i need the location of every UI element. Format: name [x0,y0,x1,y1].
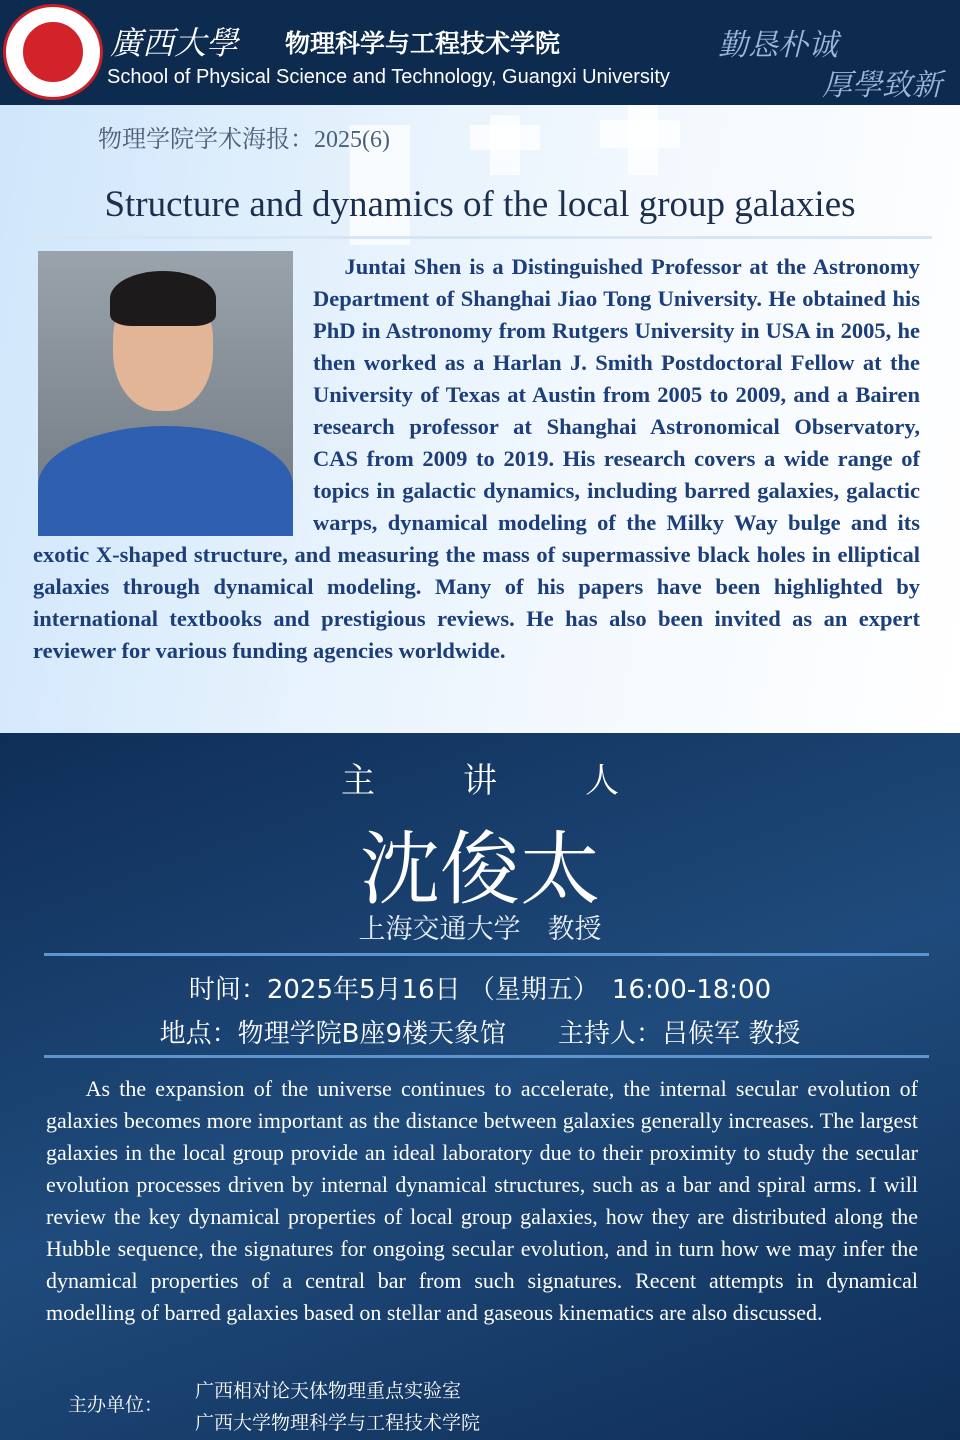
header-banner [0,0,960,105]
speaker-bio [33,251,920,667]
organizer-item: 广西大学物理科学与工程技术学院 [195,1412,481,1434]
divider [44,953,929,956]
university-name-cn: 廣西大學 [110,24,239,62]
talk-info-section [0,105,960,733]
speaker-bio-text: Juntai Shen is a Distinguished Professor at the Astronomy Department of Shanghai Jiao Tong University. He obtained his PhD in Astronomy from Rutgers University in USA in 2005, he then worked as a Harlan J. Smith Postdoctoral Fellow at the University of Texas at Austin from 2005 to 2009, and a Bairen research professor at Shanghai Astronomical Observatory, CAS from 2009 to 2019. His research covers a wide range of topics in galactic dynamics, including barred galaxies, galactic warps, dynamical modeling of the Milky Way bulge and its exotic X-shaped structure, and measuring the mass of supermassive black holes in elliptical galaxies through dynamical modeling. Many of his papers have been highlighted by international textbooks and prestigious reviews. He has also been invited as an expert reviewer for various funding agencies worldwide. [33,254,920,663]
talk-abstract: As the expansion of the universe continues to accelerate, the internal secular evolution of galaxies becomes more important as the distance between galaxies generally increases. The largest galaxies in the local group provide an ideal laboratory due to their proximity to study the secular evolution processes driven by internal dynamical structures, such as a bar and spiral arms. I will review the key dynamical properties of local group galaxies, how they are distributed along the Hubble sequence, the signatures for ongoing secular evolution, and in turn how we may infer the dynamical properties of a central bar from such signatures. Recent attempts in dynamical modelling of barred galaxies based on stellar and gaseous kinematics are also discussed. [46,1076,918,1325]
speaker-photo [38,251,293,536]
motto-line-1: 勤恳朴诚 [718,28,838,63]
organizer-item: 广西相对论天体物理重点实验室 [195,1380,462,1402]
school-name-cn: 物理科学与工程技术学院 [285,29,561,58]
poster-series-number: 物理学院学术海报：2025(6) [98,127,390,153]
university-logo [3,4,103,100]
motto-line-2: 厚學致新 [822,68,942,103]
divider [44,1055,929,1058]
speaker-name: 沈俊太 [360,823,600,916]
speaker-section [0,733,960,1440]
event-place-host: 地点：物理学院B座9楼天象馆 主持人：吕候军 教授 [159,1019,801,1049]
event-time: 时间：2025年5月16日 （星期五） 16:00-18:00 [188,975,772,1005]
divider [30,236,932,239]
speaker-label: 主讲人 [341,761,707,801]
school-name-en: School of Physical Science and Technology, Guangxi University [107,66,670,88]
decorative-cross [470,125,540,150]
organizer-label: 主办单位： [68,1394,164,1416]
talk-title: Structure and dynamics of the local group galaxies [104,184,856,225]
decorative-cross [600,120,680,148]
speaker-affiliation: 上海交通大学 教授 [358,914,602,945]
